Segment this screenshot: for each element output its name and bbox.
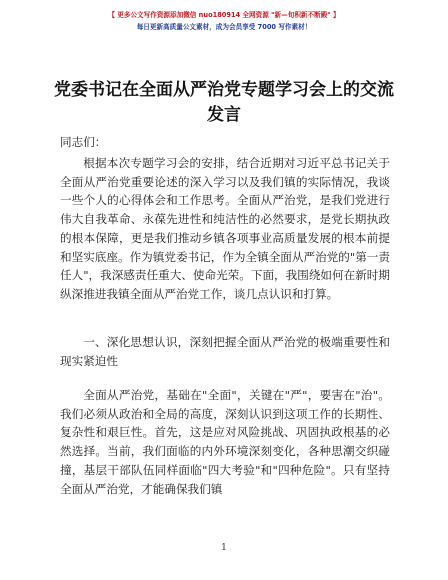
promo-banner-line-2: 每日更新高质量公文素材，成为会员享受 7000 写作素材！ (136, 23, 312, 31)
salutation: 同志们： (60, 135, 107, 149)
promo-banner-line-1: 【 更多公文写作资源添加微信 nuo180914 全网资源 "新—旬积新不断殿" 】 (108, 11, 340, 19)
document-title-line-1: 党委书记在全面从严治党专题学习会上的交流 (54, 80, 394, 100)
document-title (0, 78, 448, 128)
paragraph-intro: 根据本次专题学习会的安排，结合近期对习近平总书记关于全面从严治党重要论述的深入学习以及我们镇的实际情况，我谈一些个人的心得体会和工作思考。全面从严治党，是我们党进行伟大自我革命、永葆先进性和纯洁性的必然要求，是党长期执政的根本保障，更是我们推动乡镇各项事业高质量发展的根本前提和坚实底座。作为镇党委书记，作为全镇全面从严治党的"第一责任人"，我深感责任重大、使命光荣。下面，我围绕如何在新时期纵深推进我镇全面从严治党工作，谈几点认识和打算。 (60, 156, 390, 301)
page-number: 1 (221, 543, 227, 553)
document-title-line-2: 发言 (207, 105, 241, 125)
paragraph-section-1: 全面从严治党，基础在"全面"，关键在"严"，要害在"治"。我们必须从政治和全局的高度，深刻认识到这项工作的长期性、复杂性和艰巨性。首先，这是应对风险挑战、巩固执政根基的必然选择。当前，我们面临的内外环境深刻变化，各种思潮交织碰撞，基层干部队伍同样面临"四大考验"和"四种危险"。只有坚持全面从严治党，才能确保我们镇 (60, 388, 390, 496)
section-heading-1: 一、深化思想认识，深刻把握全面从严治党的极端重要性和现实紧迫性 (60, 335, 390, 368)
